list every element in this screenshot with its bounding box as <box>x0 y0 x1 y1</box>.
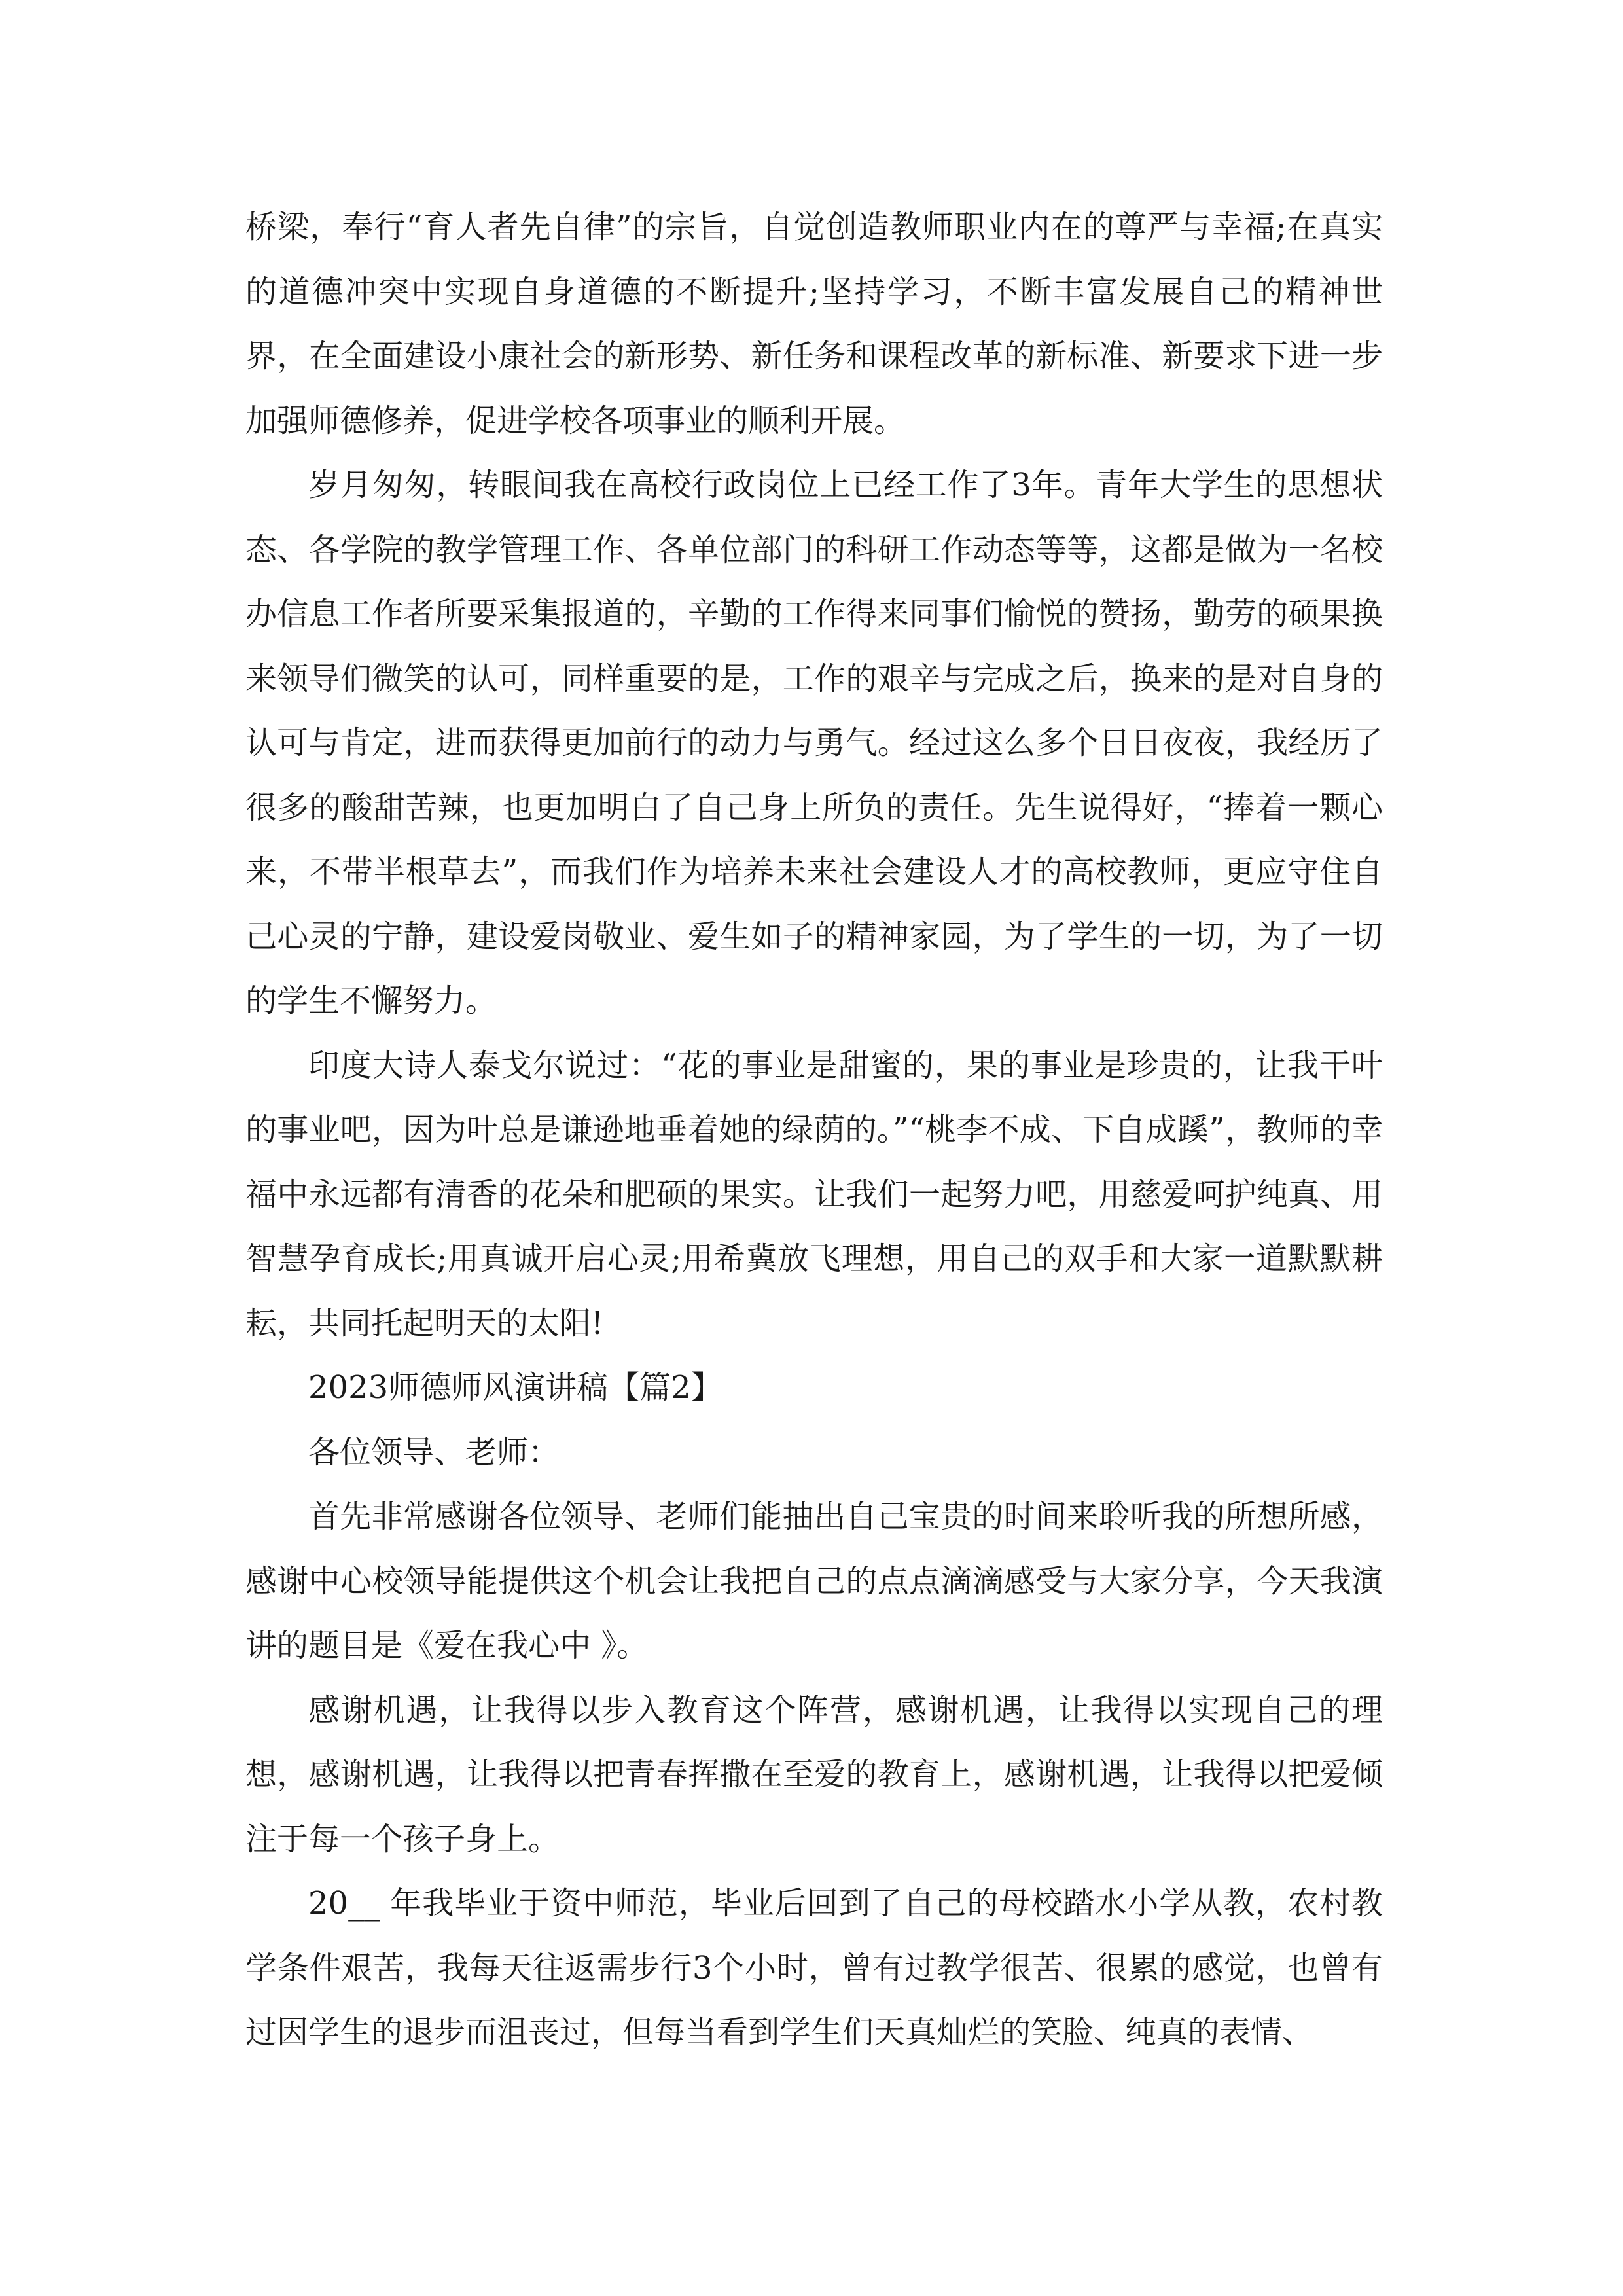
paragraph-2: 岁月匆匆，转眼间我在高校行政岗位上已经工作了3年。青年大学生的思想状态、各学院的教学管理工作、各单位部门的科研工作动态等等，这都是做为一名校办信息工作者所要采集报道的，辛勤的工作得来同事们愉悦的赞扬，勤劳的硕果换来领导们微笑的认可，同样重要的是，工作的艰辛与完成之后，换来的是对自身的认可与肯定，进而获得更加前行的动力与勇气。经过这么多个日日夜夜，我经历了很多的酸甜苦辣，也更加明白了自己身上所负的责任。先生说得好，“捧着一颗心来，不带半根草去”，而我们作为培养未来社会建设人才的高校教师，更应守住自己心灵的宁静，建设爱岗敬业、爱生如子的精神家园，为了学生的一切，为了一切的学生不懈努力。 <box>245 467 1383 1019</box>
salutation: 各位领导、老师： <box>308 1433 560 1471</box>
paragraph-8: 20__ 年我毕业于资中师范，毕业后回到了自己的母校踏水小学从教，农村教学条件艰苦，我每天往返需步行3个小时，曾有过教学很苦、很累的感觉，也曾有过因学生的退步而沮丧过，但每当看到学生们天真灿烂的笑脸、纯真的表情、 <box>245 1885 1383 2051</box>
paragraph-6: 首先非常感谢各位领导、老师们能抽出自己宝贵的时间来聆听我的所想所感，感谢中心校领导能提供这个机会让我把自己的点点滴滴感受与大家分享，今天我演讲的题目是《爱在我心中 》。 <box>245 1498 1383 1664</box>
paragraph-7: 感谢机遇，让我得以步入教育这个阵营，感谢机遇，让我得以实现自己的理想，感谢机遇，让我得以把青春挥撒在至爱的教育上，感谢机遇，让我得以把爱倾注于每一个孩子身上。 <box>245 1691 1383 1857</box>
document-body <box>245 195 1383 2065</box>
section-heading: 2023师德师风演讲稿【篇2】 <box>308 1369 722 1406</box>
paragraph-3: 印度大诗人泰戈尔说过：“花的事业是甜蜜的，果的事业是珍贵的，让我干叶的事业吧，因为叶总是谦逊地垂着她的绿荫的。”“桃李不成、下自成蹊”，教师的幸福中永远都有清香的花朵和肥硕的果实。让我们一起努力吧，用慈爱呵护纯真、用智慧孕育成长;用真诚开启心灵;用希冀放飞理想，用自己的双手和大家一道默默耕耘，共同托起明天的太阳! <box>245 1047 1383 1342</box>
paragraph-1: 桥梁，奉行“育人者先自律”的宗旨，自觉创造教师职业内在的尊严与幸福;在真实的道德冲突中实现自身道德的不断提升;坚持学习，不断丰富发展自己的精神世界，在全面建设小康社会的新形势、新任务和课程改革的新标准、新要求下进一步加强师德修养，促进学校各项事业的顺利开展。 <box>245 209 1383 439</box>
